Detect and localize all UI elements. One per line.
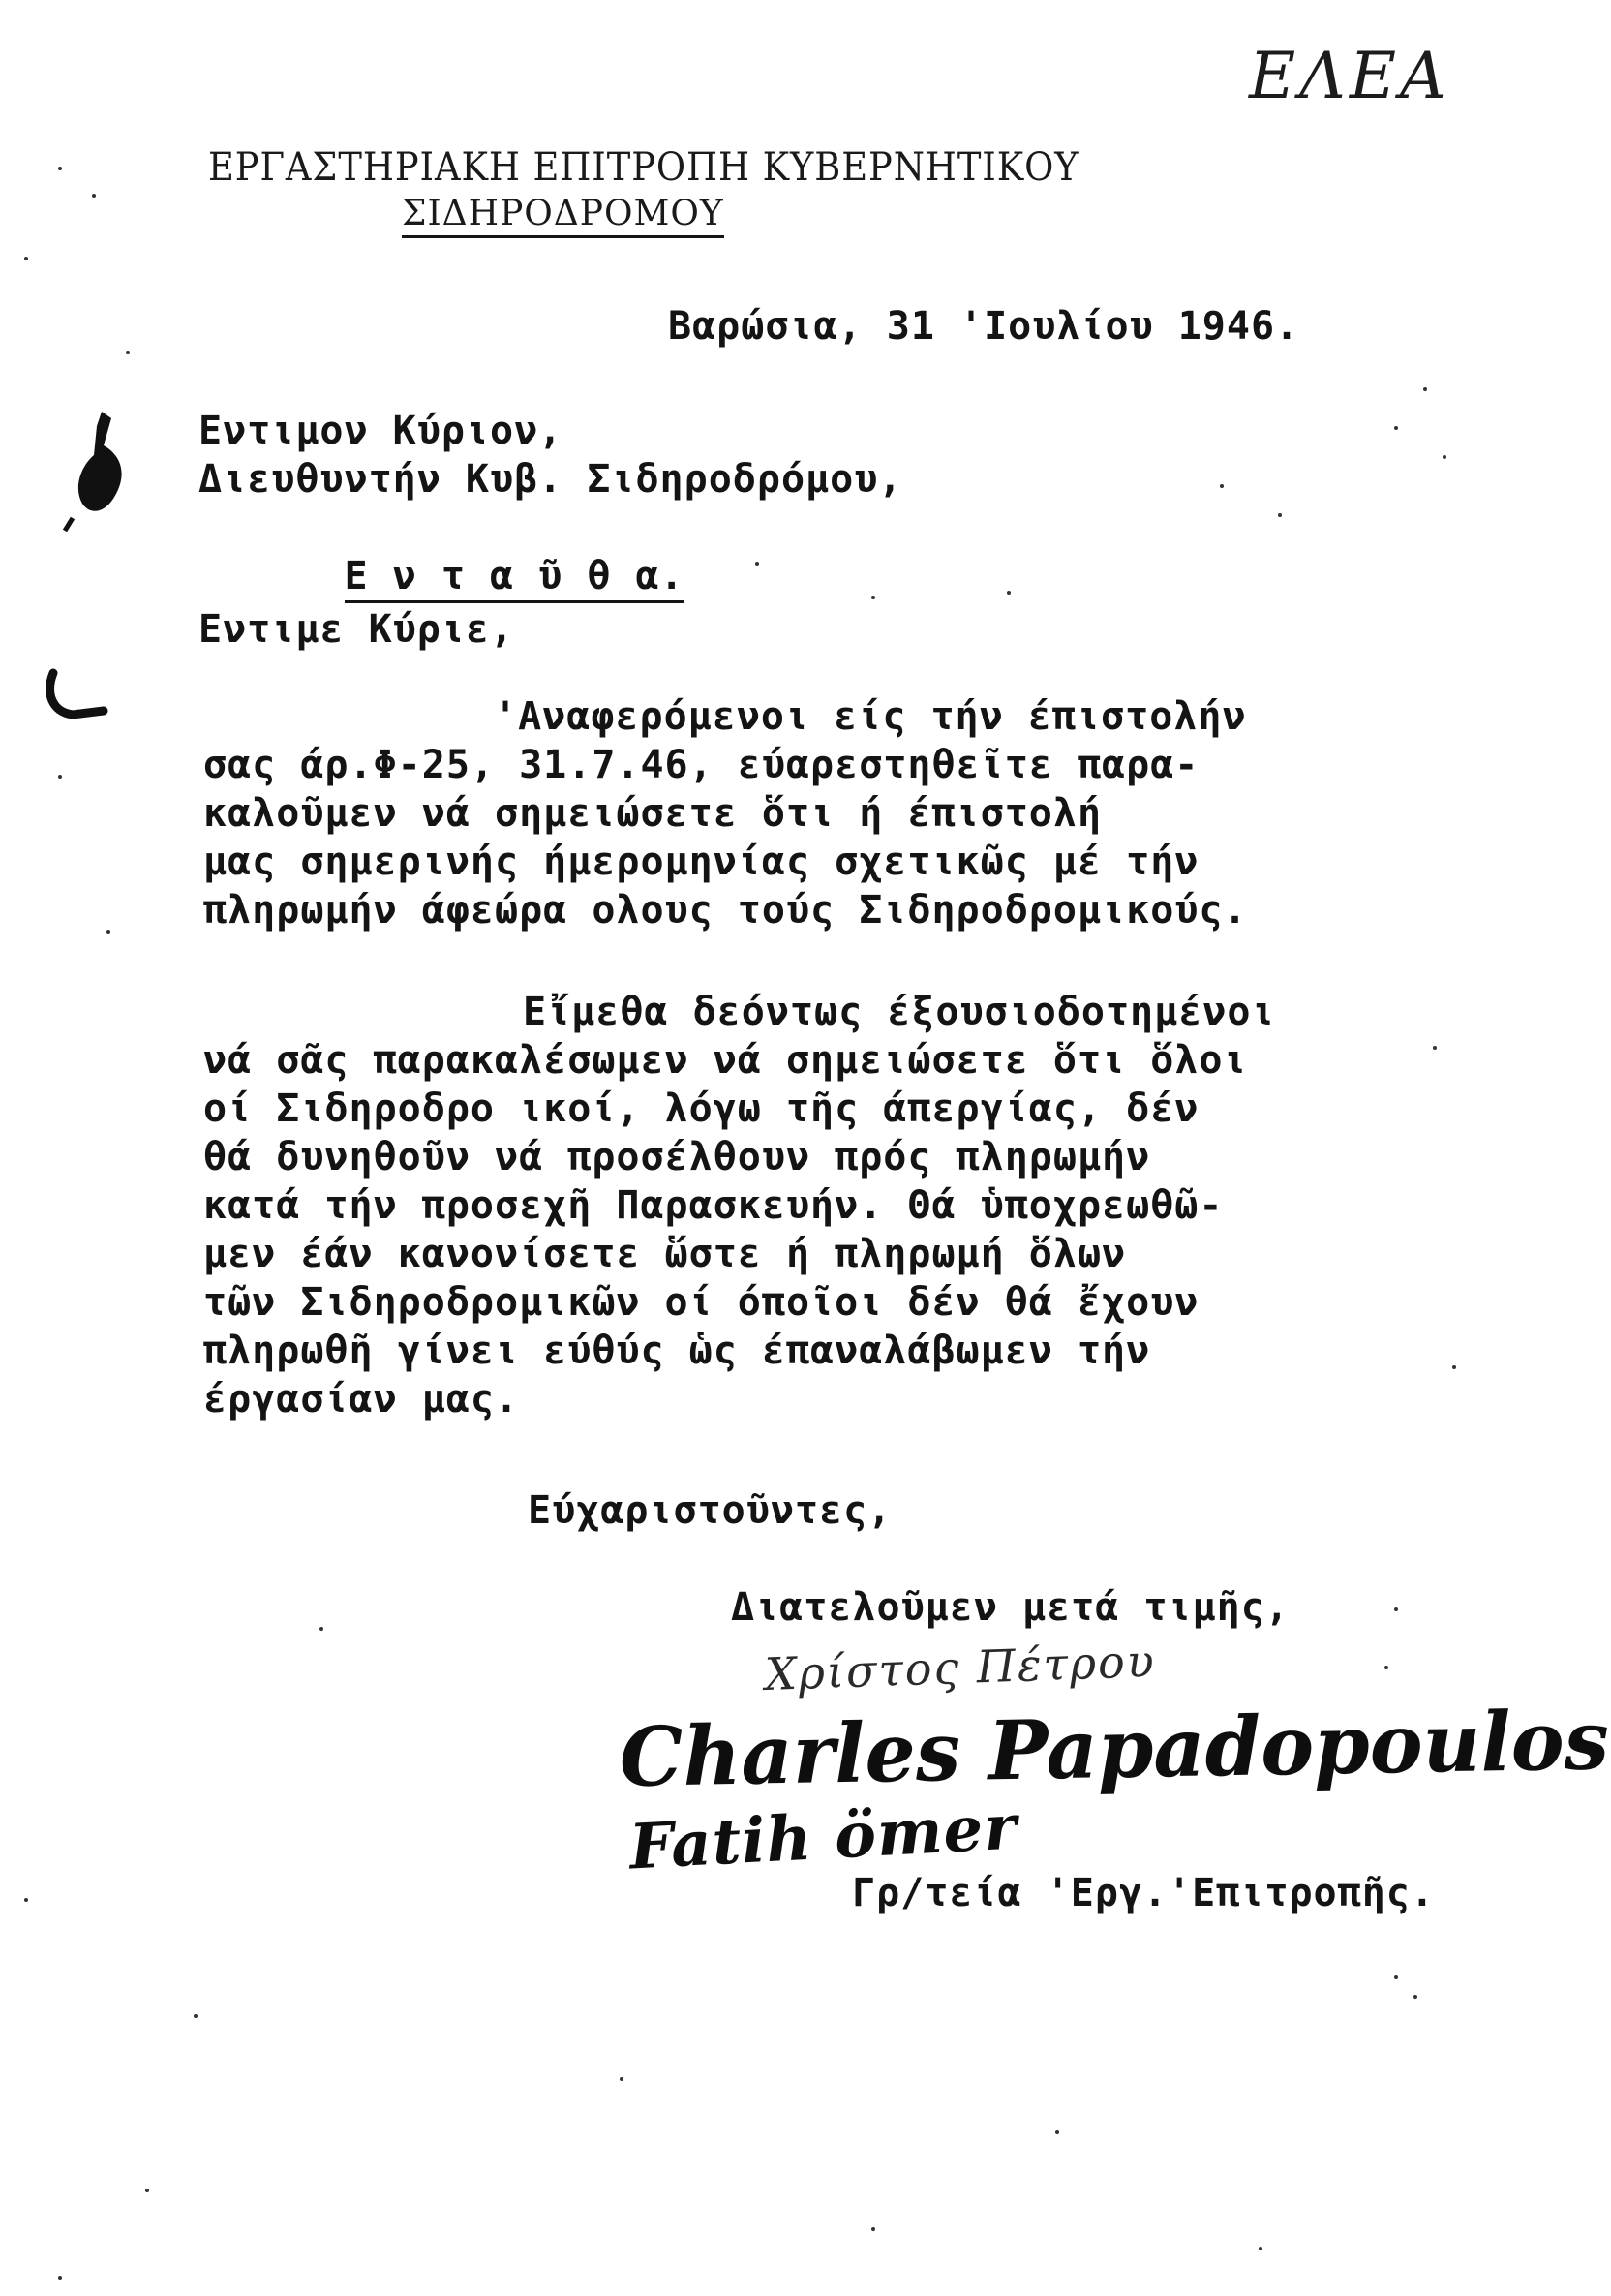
dateline: Βαρώσια, 31 'Ιουλίου 1946. xyxy=(668,304,1300,349)
signatory-title: Γρ/τεία 'Εργ.'Επιτροπῆς. xyxy=(852,1871,1435,1915)
ink-blot-mark xyxy=(53,407,140,533)
paragraph-2-line: οί Σιδηροδρο ικοί, λόγω τῆς άπεργίας, δέν xyxy=(203,1087,1200,1131)
paragraph-1-line: καλοῦμεν νά σημειώσετε ὅτι ή έπιστολή xyxy=(203,791,1103,836)
scan-speck xyxy=(1394,1607,1398,1611)
scan-speck xyxy=(871,2227,875,2231)
signature-2: Charles Papadopoulos xyxy=(619,1692,1610,1805)
scan-speck xyxy=(1443,455,1446,459)
scan-speck xyxy=(194,2014,198,2018)
closing-thanks: Εύχαριστοῦντες, xyxy=(528,1488,893,1533)
scan-speck xyxy=(1259,2247,1262,2250)
paragraph-1-line: σας άρ.Φ-25, 31.7.46, εύαρεστηθεῖτε παρα- xyxy=(203,743,1200,787)
scan-speck xyxy=(1220,484,1224,488)
paragraph-2-line: τῶν Σιδηροδρομικῶν οί όποῖοι δέν θά ἔχουν xyxy=(203,1280,1200,1325)
scan-speck xyxy=(92,194,96,198)
scan-speck xyxy=(145,2189,149,2192)
paragraph-1-line: πληρωμήν άφεώρα ολους τούς Σιδηροδρομικούς. xyxy=(203,888,1248,933)
signature-1: Χρίστος Πέτρου xyxy=(764,1634,1157,1701)
letterhead-line2: ΣΙΔΗΡΟΔΡΟΜΟΥ xyxy=(402,194,724,238)
salutation: Εντιμε Κύριε, xyxy=(198,607,515,652)
scan-speck xyxy=(126,351,130,354)
scan-speck xyxy=(620,2077,623,2081)
scan-speck xyxy=(58,2276,62,2280)
closing-regards: Διατελοῦμεν μετά τιμῆς, xyxy=(731,1585,1290,1630)
scan-speck xyxy=(319,1627,323,1631)
paragraph-2-line: έργασίαν μας. xyxy=(203,1377,520,1422)
scan-speck xyxy=(1007,591,1011,595)
letterhead-line1: ΕΡΓΑΣΤΗΡΙΑΚΗ ΕΠΙΤΡΟΠΗ ΚΥΒΕΡΝΗΤΙΚΟΥ xyxy=(208,145,1079,190)
scan-speck xyxy=(871,596,875,599)
paragraph-2-line: Εἴμεθα δεόντως έξουσιοδοτημένοι xyxy=(523,990,1276,1034)
signature-3: Fatih ömer xyxy=(627,1791,1019,1884)
paragraph-1-line: 'Αναφερόμενοι είς τήν έπιστολήν xyxy=(494,694,1247,739)
recipient-line1: Εντιμον Κύριον, xyxy=(198,409,563,453)
scan-speck xyxy=(106,930,110,934)
paragraph-2-line: κατά τήν προσεχῆ Παρασκευήν. Θά ὑποχρεωθῶ- xyxy=(203,1183,1224,1228)
scan-speck xyxy=(1452,1365,1456,1369)
scan-speck xyxy=(1394,1975,1398,1979)
recipient-line2: Διευθυντήν Κυβ. Σιδηροδρόμου, xyxy=(198,457,903,502)
paragraph-2-line: νά σᾶς παρακαλέσωμεν νά σημειώσετε ὅτι ὅλοι xyxy=(203,1038,1248,1083)
scan-speck xyxy=(1394,426,1398,430)
paragraph-2 xyxy=(203,988,1276,1424)
scan-speck xyxy=(58,775,62,779)
scan-speck xyxy=(24,1898,28,1902)
scan-speck xyxy=(755,562,759,566)
margin-curve-mark xyxy=(44,668,111,726)
scan-speck xyxy=(1433,1046,1437,1050)
paragraph-2-line: πληρωθῆ γίνει εύθύς ὡς έπαναλάβωμεν τήν xyxy=(203,1329,1151,1373)
paragraph-2-line: μεν έάν κανονίσετε ὥστε ή πληρωμή ὅλων xyxy=(203,1232,1127,1276)
paragraph-2-line: θά δυνηθοῦν νά προσέλθουν πρός πληρωμήν xyxy=(203,1135,1151,1179)
scan-speck xyxy=(1055,2130,1059,2134)
scan-speck xyxy=(1278,513,1282,517)
scan-speck xyxy=(24,257,28,260)
scan-speck xyxy=(1384,1666,1388,1669)
paragraph-1 xyxy=(203,692,1248,934)
scan-speck xyxy=(1413,1995,1417,1999)
scan-speck xyxy=(1423,387,1427,391)
recipient-location: Ε ν τ α ῦ θ α. xyxy=(345,554,684,603)
paragraph-1-line: μας σημερινής ήμερομηνίας σχετικῶς μέ τήν xyxy=(203,840,1200,884)
scan-speck xyxy=(58,167,62,170)
archive-mark: ΕΛΕΑ xyxy=(1249,39,1450,113)
